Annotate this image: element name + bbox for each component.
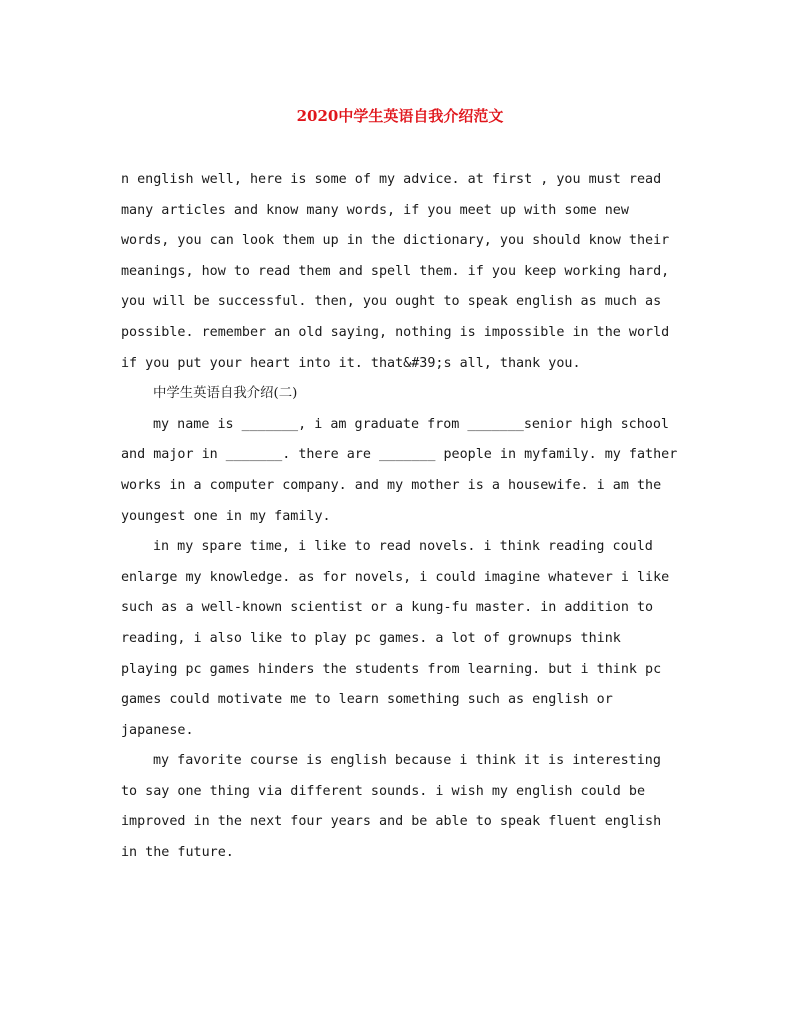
- paragraph-introduction: my name is _______, i am graduate from _______senior high school and major in _______. there are _______ people in myfamily. my father works in a computer company. and my mother is a housewife. i am the youngest one in my family.: [121, 416, 686, 524]
- paragraph-hobbies: in my spare time, i like to read novels. i think reading could enlarge my knowledge. as for novels, i could imagine whatever i like such as a well-known scientist or a kung-fu master. in addition to reading, i also like to play pc games. a lot of grownups think playing pc games hinders the students from learning. but i think pc games could motivate me to learn something such as english or japanese.: [121, 539, 678, 738]
- section-heading: 中学生英语自我介绍(二): [153, 386, 298, 402]
- document-body: [121, 165, 686, 869]
- paragraph-favorite-course: my favorite course is english because i think it is interesting to say one thing via different sounds. i wish my english could be improved in the next four years and be able to speak fluent english in the future.: [121, 753, 670, 861]
- document-title: 2020中学生英语自我介绍范文: [296, 107, 504, 125]
- paragraph-advice: n english well, here is some of my advice. at first , you must read many articles and know many words, if you meet up with some new words, you can look them up in the dictionary, you should know their meanings, how to read them and spell them. if you keep working hard, you will be successful. then, you ought to speak english as much as possible. remember an old saying, nothing is impossible in the world if you put your heart into it. that&#39;s all, thank you.: [121, 172, 678, 371]
